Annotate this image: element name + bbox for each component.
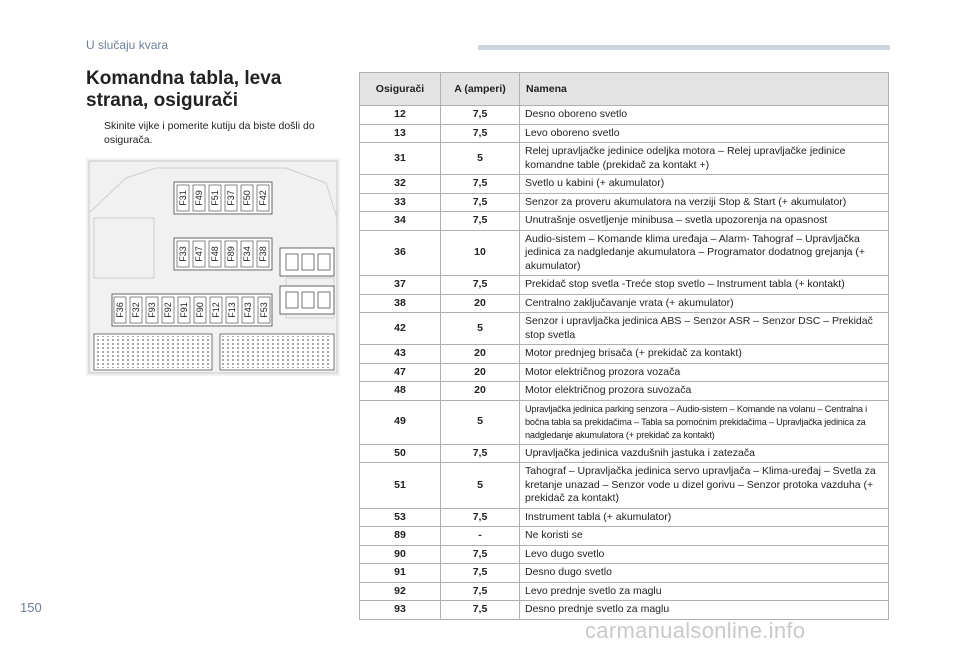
fuse-amperage: 7,5 xyxy=(441,545,520,564)
fuse-number: 48 xyxy=(360,382,441,401)
fuse-number: 32 xyxy=(360,175,441,194)
fuse-amperage: 7,5 xyxy=(441,601,520,620)
fuse-purpose: Levo oboreno svetlo xyxy=(520,124,889,143)
table-row xyxy=(360,230,889,276)
fuse-number: 34 xyxy=(360,212,441,231)
table-row xyxy=(360,294,889,313)
table-row xyxy=(360,545,889,564)
table-header-row xyxy=(360,73,889,106)
fuse-number: 51 xyxy=(360,463,441,509)
instruction-text: Skinite vijke i pomerite kutiju da biste došli do osigurača. xyxy=(104,120,315,146)
fuse-number: 89 xyxy=(360,527,441,546)
fuse-purpose: Motor električnog prozora suvozača xyxy=(520,382,889,401)
fuse-purpose: Levo prednje svetlo za maglu xyxy=(520,582,889,601)
watermark: carmanualsonline.info xyxy=(585,618,806,643)
fuse-label: F53 xyxy=(259,302,269,318)
fuse-amperage: 7,5 xyxy=(441,124,520,143)
fuse-amperage: 10 xyxy=(441,230,520,276)
fuse-table xyxy=(359,72,889,620)
fuse-label: F91 xyxy=(179,302,189,318)
fuse-purpose: Prekidač stop svetla -Treće stop svetlo – Instrument tabla (+ kontakt) xyxy=(520,276,889,295)
table-row xyxy=(360,124,889,143)
table-row xyxy=(360,582,889,601)
fuse-purpose: Upravljačka jedinica vazdušnih jastuka i zatezača xyxy=(520,444,889,463)
table-row xyxy=(360,212,889,231)
fuse-number: 12 xyxy=(360,106,441,125)
table-row xyxy=(360,463,889,509)
instruction xyxy=(86,119,346,147)
fusebox-diagram xyxy=(86,158,340,376)
header-section-label: U slučaju kvara xyxy=(86,38,169,52)
fuse-amperage: 5 xyxy=(441,143,520,175)
fuse-label: F49 xyxy=(194,190,204,206)
fuse-number: 38 xyxy=(360,294,441,313)
fuse-label: F32 xyxy=(131,302,141,318)
fuse-number: 42 xyxy=(360,313,441,345)
page-title: Komandna tabla, leva strana, osigurači xyxy=(86,68,282,111)
table-row xyxy=(360,106,889,125)
fuse-amperage: 7,5 xyxy=(441,106,520,125)
table-row xyxy=(360,276,889,295)
table-row xyxy=(360,564,889,583)
page-number: 150 xyxy=(20,600,42,615)
fuse-label: F47 xyxy=(194,246,204,262)
fuse-purpose: Desno dugo svetlo xyxy=(520,564,889,583)
fuse-purpose: Upravljačka jedinica parking senzora – Audio-sistem – Komande na volanu – Centralna i bočna tabla sa prekidačima – Tabla sa pomoćnim prekidačima – Upravljačka jedinica za nadgledanje akumulatora (+ prekidač za kontakt) xyxy=(520,400,889,444)
fuse-amperage: 5 xyxy=(441,463,520,509)
fuse-purpose: Centralno zaključavanje vrata (+ akumulator) xyxy=(520,294,889,313)
table-row xyxy=(360,363,889,382)
table-row xyxy=(360,508,889,527)
table-row xyxy=(360,175,889,194)
fuse-number: 37 xyxy=(360,276,441,295)
table-row xyxy=(360,527,889,546)
fuse-amperage: 7,5 xyxy=(441,193,520,212)
fuse-amperage: 20 xyxy=(441,345,520,364)
fuse-amperage: 5 xyxy=(441,400,520,444)
fuse-label: F43 xyxy=(243,302,253,318)
header-amps: A (amperi) xyxy=(441,73,520,106)
table-row xyxy=(360,193,889,212)
fuse-label: F92 xyxy=(163,302,173,318)
fuse-purpose: Senzor za proveru akumulatora na verziji Stop & Start (+ akumulator) xyxy=(520,193,889,212)
fuse-number: 50 xyxy=(360,444,441,463)
header-purpose: Namena xyxy=(520,73,889,106)
fuse-purpose: Unutrašnje osvetljenje minibusa – svetla upozorenja na opasnost xyxy=(520,212,889,231)
fuse-label: F42 xyxy=(258,190,268,206)
fuse-number: 90 xyxy=(360,545,441,564)
fuse-label: F50 xyxy=(242,190,252,206)
table-row xyxy=(360,143,889,175)
fuse-amperage: 20 xyxy=(441,294,520,313)
fuse-purpose: Motor prednjeg brisača (+ prekidač za kontakt) xyxy=(520,345,889,364)
fuse-label: F31 xyxy=(178,190,188,206)
fuse-amperage: 5 xyxy=(441,313,520,345)
fuse-amperage: 7,5 xyxy=(441,582,520,601)
fuse-label: F37 xyxy=(226,190,236,206)
fuse-label: F89 xyxy=(226,246,236,262)
fuse-label: F51 xyxy=(210,190,220,206)
fuse-number: 43 xyxy=(360,345,441,364)
fuse-number: 36 xyxy=(360,230,441,276)
fuse-number: 53 xyxy=(360,508,441,527)
fuse-purpose: Senzor i upravljačka jedinica ABS – Senzor ASR – Senzor DSC – Prekidač stop svetla xyxy=(520,313,889,345)
fuse-label: F13 xyxy=(227,302,237,318)
header-fuse: Osigurači xyxy=(360,73,441,106)
fuse-label: F38 xyxy=(258,246,268,262)
fuse-label: F36 xyxy=(115,302,125,318)
fuse-label: F93 xyxy=(147,302,157,318)
table-row xyxy=(360,313,889,345)
fuse-amperage: 7,5 xyxy=(441,175,520,194)
fuse-label: F90 xyxy=(195,302,205,318)
fuse-purpose: Instrument tabla (+ akumulator) xyxy=(520,508,889,527)
fuse-number: 31 xyxy=(360,143,441,175)
table-row xyxy=(360,382,889,401)
fuse-amperage: 7,5 xyxy=(441,212,520,231)
fuse-purpose: Ne koristi se xyxy=(520,527,889,546)
fuse-number: 47 xyxy=(360,363,441,382)
fuse-purpose: Relej upravljačke jedinice odeljka motora – Relej upravljačke jedinice komandne table (prekidač za kontakt +) xyxy=(520,143,889,175)
table-row xyxy=(360,345,889,364)
fuse-purpose: Tahograf – Upravljačka jedinica servo upravljača – Klima-uređaj – Svetla za kretanje unazad – Senzor vode u dizel gorivu – Senzor protoka vazduha (+ prekidač za kontakt) xyxy=(520,463,889,509)
fuse-purpose: Desno oboreno svetlo xyxy=(520,106,889,125)
fuse-label: F34 xyxy=(242,246,252,262)
fuse-label: F12 xyxy=(211,302,221,318)
fuse-number: 92 xyxy=(360,582,441,601)
fuse-amperage: 7,5 xyxy=(441,276,520,295)
fuse-amperage: 20 xyxy=(441,382,520,401)
fuse-amperage: 20 xyxy=(441,363,520,382)
fuse-purpose: Levo dugo svetlo xyxy=(520,545,889,564)
fuse-number: 91 xyxy=(360,564,441,583)
fuse-purpose: Svetlo u kabini (+ akumulator) xyxy=(520,175,889,194)
fuse-amperage: 7,5 xyxy=(441,444,520,463)
fuse-amperage: 7,5 xyxy=(441,508,520,527)
table-row xyxy=(360,601,889,620)
table-row xyxy=(360,444,889,463)
fuse-number: 49 xyxy=(360,400,441,444)
fuse-number: 13 xyxy=(360,124,441,143)
fuse-purpose: Desno prednje svetlo za maglu xyxy=(520,601,889,620)
fuse-label: F33 xyxy=(178,246,188,262)
fuse-number: 93 xyxy=(360,601,441,620)
table-row xyxy=(360,400,889,444)
fuse-amperage: 7,5 xyxy=(441,564,520,583)
fuse-purpose: Audio-sistem – Komande klima uređaja – Alarm- Tahograf – Upravljačka jedinica za nadgledanje akumulatora – Programator dodatnog grejanja (+ akumulator) xyxy=(520,230,889,276)
fuse-number: 33 xyxy=(360,193,441,212)
fuse-label: F48 xyxy=(210,246,220,262)
header-accent-bar xyxy=(478,45,890,50)
fuse-purpose: Motor električnog prozora vozača xyxy=(520,363,889,382)
fuse-amperage: - xyxy=(441,527,520,546)
